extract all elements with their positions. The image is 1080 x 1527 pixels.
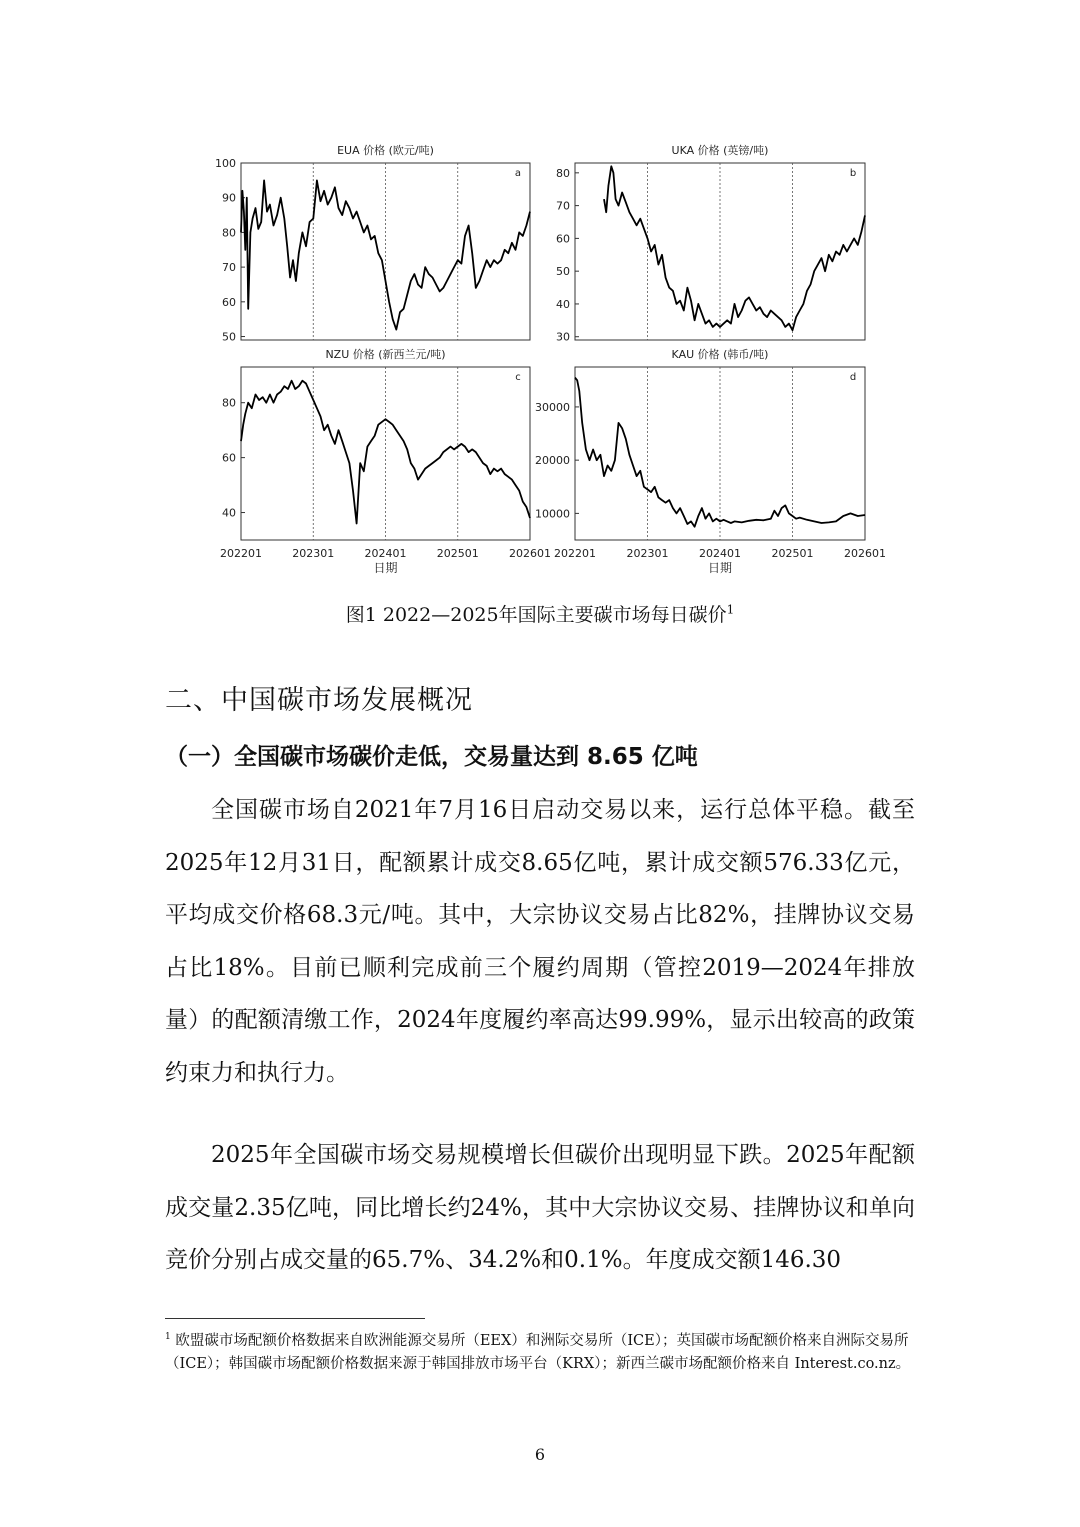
panel-b-ytick-label: 50 bbox=[556, 265, 570, 279]
panel-d-ytick-label: 30000 bbox=[535, 400, 570, 414]
panel-c-xtick-label: 202301 bbox=[292, 547, 335, 560]
panel-c-xaxis-label: 日期 bbox=[373, 561, 398, 575]
panel-b-price-line bbox=[604, 166, 865, 330]
panel-a-letter: a bbox=[514, 168, 522, 179]
panel-c-ytick-label: 60 bbox=[222, 451, 236, 465]
panel-c-ytick-label: 80 bbox=[222, 396, 236, 410]
panel-d-xtick-label: 202501 bbox=[771, 547, 814, 560]
carbon-price-figure bbox=[0, 0, 1080, 590]
panel-c-xtick-label: 202501 bbox=[436, 547, 479, 560]
panel-a-ytick-label: 70 bbox=[222, 261, 236, 275]
panel-d-ytick-label: 10000 bbox=[535, 507, 570, 521]
figure-caption bbox=[0, 600, 1080, 627]
panel-c-xtick-label: 202601 bbox=[509, 547, 551, 560]
section-subheading: （一）全国碳市场碳价走低，交易量达到 8.65 亿吨 bbox=[165, 744, 698, 770]
page-number: 6 bbox=[534, 1445, 546, 1464]
panel-a-ytick-label: 60 bbox=[222, 295, 236, 309]
panel-c-title: NZU 价格 (新西兰元/吨) bbox=[325, 348, 446, 361]
panel-a-ytick-label: 100 bbox=[215, 157, 236, 170]
panel-d-ytick-label: 20000 bbox=[535, 454, 570, 468]
panel-d-xtick-label: 202201 bbox=[554, 547, 596, 560]
panel-b-ytick-label: 40 bbox=[556, 297, 570, 311]
panel-d-letter: d bbox=[849, 372, 857, 383]
panel-b-ytick-label: 60 bbox=[556, 232, 570, 246]
panel-b-ytick-label: 80 bbox=[556, 166, 570, 180]
panel-b-title: UKA 价格 (英镑/吨) bbox=[671, 144, 769, 157]
footnote bbox=[165, 1326, 917, 1376]
panel-c-ytick-label: 40 bbox=[222, 506, 236, 520]
panel-c-xtick-label: 202401 bbox=[364, 547, 407, 560]
panel-d-xaxis-label: 日期 bbox=[707, 561, 733, 575]
panel-a-title: EUA 价格 (欧元/吨) bbox=[337, 144, 434, 157]
panel-d-xtick-label: 202601 bbox=[844, 547, 886, 560]
section-heading: 二、中国碳市场发展概况 bbox=[165, 685, 473, 716]
panel-c-xtick-label: 202201 bbox=[220, 547, 262, 560]
panel-a-ytick-label: 80 bbox=[222, 226, 236, 240]
panel-b-letter: b bbox=[849, 168, 857, 179]
panel-a-ytick-label: 50 bbox=[222, 330, 236, 344]
footnote-ref: 1 bbox=[726, 602, 735, 617]
panel-b-ytick-label: 30 bbox=[556, 330, 570, 344]
paragraph-2: 2025年全国碳市场交易规模增长但碳价出现明显下跌。2025年配额成交量2.35亿吨，同比增长约24%，其中大宗协议交易、挂牌协议和单向竞价分别占成交量的65.7%、34.2%和0.1%。年度成交额146.30 bbox=[165, 1142, 915, 1273]
panel-c-letter: c bbox=[515, 372, 521, 383]
panel-d-xtick-label: 202401 bbox=[699, 547, 741, 560]
footnote-text: 欧盟碳市场配额价格数据来自欧洲能源交易所（EEX）和洲际交易所（ICE）；英国碳市场配额价格来自洲际交易所（ICE）；韩国碳市场配额价格数据来源于韩国排放市场平台（KRX）；新西兰碳市场配额价格来自 Interest.co.nz。 bbox=[165, 1332, 911, 1372]
footnote-rule bbox=[165, 1318, 425, 1319]
panel-a-ytick-label: 90 bbox=[222, 191, 236, 205]
panel-d-xtick-label: 202301 bbox=[626, 547, 669, 560]
paragraph-1: 全国碳市场自2021年7月16日启动交易以来，运行总体平稳。截至2025年12月31日，配额累计成交8.65亿吨，累计成交额576.33亿元，平均成交价格68.3元/吨。其中，大宗协议交易占比82%，挂牌协议交易占比18%。目前已顺利完成前三个履约周期（管控2019—2024年排放量）的配额清缴工作，2024年度履约率高达99.99%，显示出较高的政策约束力和执行力。 bbox=[165, 797, 915, 1086]
footnote-marker: 1 bbox=[165, 1332, 171, 1342]
panel-b-ytick-label: 70 bbox=[556, 199, 570, 213]
panel-d-title: KAU 价格 (韩币/吨) bbox=[671, 348, 769, 361]
figure-caption-text: 图1 2022—2025年国际主要碳市场每日碳价 bbox=[345, 604, 727, 626]
